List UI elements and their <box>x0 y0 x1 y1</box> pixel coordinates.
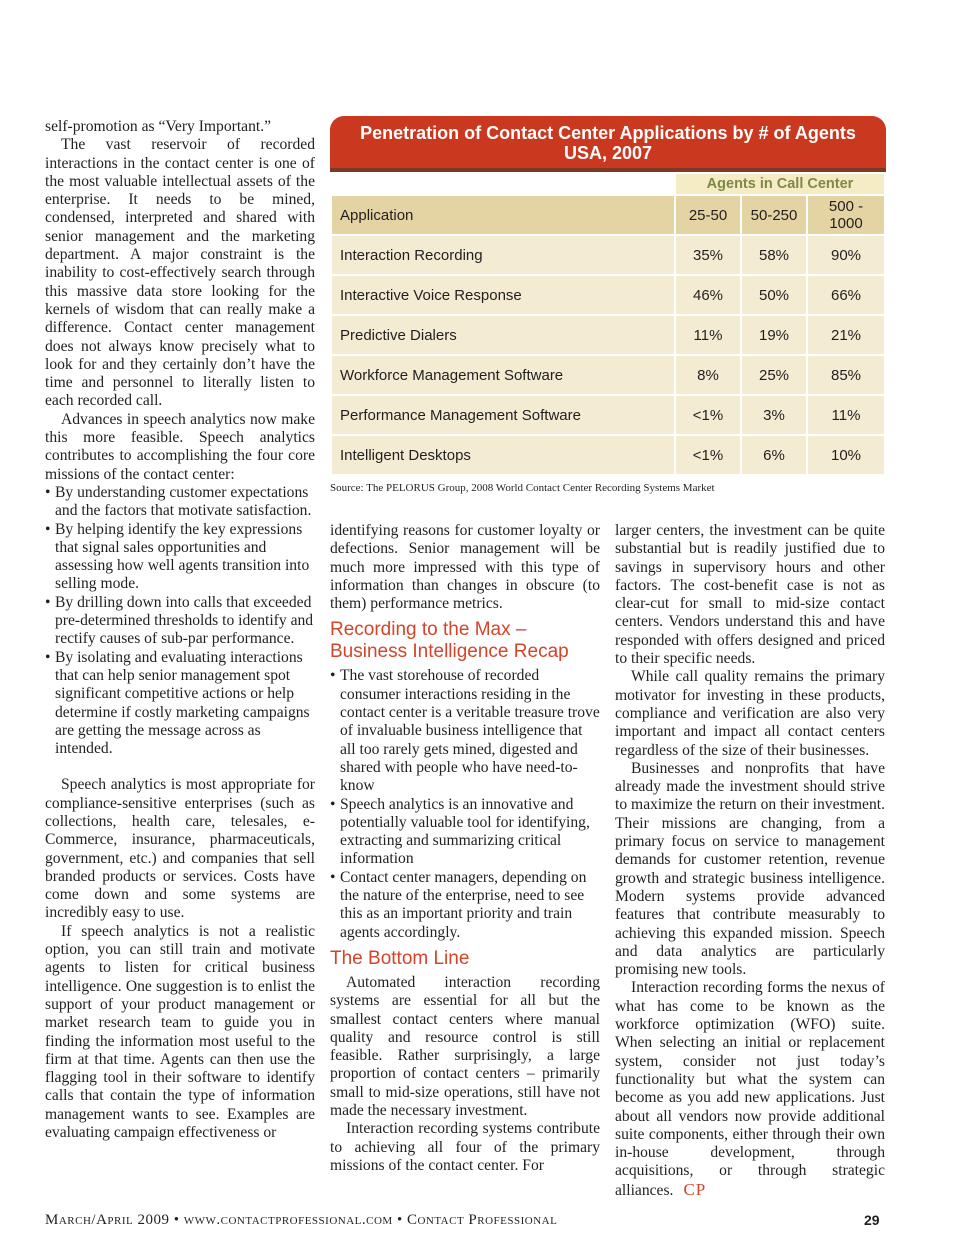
table-title: Penetration of Contact Center Applications by # of Agents USA, 2007 <box>330 116 886 168</box>
list-item: • By understanding customer expectations and the factors that motivate satisfaction. <box>45 484 315 521</box>
table-source: Source: The PELORUS Group, 2008 World Contact Center Recording Systems Market <box>330 482 715 494</box>
end-mark: CP <box>683 1179 707 1199</box>
paragraph: Interaction recording systems contribute to achieving all four of the primary missions of the contact center. For <box>330 1120 600 1174</box>
table-header-row <box>331 195 885 235</box>
paragraph: Speech analytics is most appropriate for compliance-sensitive enterprises (such as collections, health care, telesales, e-Commerce, insurance, pharmaceuticals, government, etc.) and companies that sell branded products or services. Costs have come down and some systems are incredibly easy to use. <box>45 776 315 922</box>
paragraph: While call quality remains the primary motivator for investing in these products, compliance and verification are also very important and impact all contact centers regardless of the size of their businesses. <box>615 668 885 759</box>
column-header: Application <box>331 195 675 235</box>
paragraph: Businesses and nonprofits that have already made the investment should strive to maximize the return on their investment. Their missions are changing, from a primary focus on service to management demands for customer retention, revenue growth and strategic business intelligence. Modern systems provide advanced features that contribute measurably to achieving this expanded mission. Speech and data analytics are particularly promising new tools. <box>615 759 885 979</box>
paragraph: identifying reasons for customer loyalty or defections. Senior management will be much more impressed with this type of information than changes in obscure (to them) performance metrics. <box>330 522 600 613</box>
article-column-1 <box>45 118 315 1142</box>
bullet-list <box>330 667 600 941</box>
table-row: Interaction Recording 35% 58% 90% <box>331 235 885 275</box>
paragraph: self-promotion as “Very Important.” <box>45 118 272 135</box>
list-item: • The vast storehouse of recorded consumer interactions residing in the contact center is a veritable treasure trove of invaluable business intelligence that all too rarely gets mined, digested and shared with people who have need-to-know <box>330 667 600 795</box>
table-row: Performance Management Software <1% 3% 11% <box>331 395 885 435</box>
paragraph: larger centers, the investment can be quite substantial but is readily justified due to savings in supervisory hours and other factors. The cost-benefit case is not as clear-cut for small to mid-size contact centers. Vendors understand this and have responded with offers designed and priced to their specific needs. <box>615 522 885 668</box>
list-item: • By drilling down into calls that exceeded pre-determined thresholds to identify and rectify causes of sub-par performance. <box>45 594 315 649</box>
page-footer: March/April 2009 • www.contactprofessional.com • Contact Professional <box>45 1212 558 1228</box>
table-row: Interactive Voice Response 46% 50% 66% <box>331 275 885 315</box>
super-header: Agents in Call Center <box>675 173 885 195</box>
list-item: • Contact center managers, depending on the nature of the enterprise, need to see this as an important priority and train agents accordingly. <box>330 869 600 942</box>
table-row: Intelligent Desktops <1% 6% 10% <box>331 435 885 475</box>
paragraph: Automated interaction recording systems are essential for all but the smallest contact centers where manual quality and resource control is still feasible. Rather surprisingly, a large proportion of contact centers – primarily small to mid-size operations, still have not made the necessary investment. <box>330 973 600 1120</box>
paragraph: Interaction recording forms the nexus of what has come to be known as the workforce optimization (WFO) suite. When selecting an initial or replacement system, consider not just today’s functionality but what the system can become as you add new applications. Just about all vendors now provide additional suite components, either through their own in-house development, through acquisitions, or through strategic alliances. CP <box>615 979 885 1199</box>
article-column-3 <box>615 522 885 1200</box>
page-number: 29 <box>864 1212 880 1228</box>
list-item: • Speech analytics is an innovative and potentially valuable tool for identifying, extracting and summarizing critical information <box>330 796 600 869</box>
table-row: Workforce Management Software 8% 25% 85% <box>331 355 885 395</box>
article-column-2 <box>330 522 600 1175</box>
table-row: Predictive Dialers 11% 19% 21% <box>331 315 885 355</box>
column-header: 500 - 1000 <box>807 195 885 235</box>
column-header: 25-50 <box>675 195 741 235</box>
penetration-table <box>330 116 886 494</box>
paragraph: Advances in speech analytics now make this more feasible. Speech analytics contributes to accomplishing the four core missions of the contact center: <box>45 410 315 483</box>
paragraph: If speech analytics is not a realistic option, you can still train and motivate agents to listen for critical business intelligence. One suggestion is to enlist the support of your product management or market research team to guide you in finding the information most useful to the firm at that time. Agents can then use the flagging tool in their software to identify calls that contain the type of information management wants to see. Examples are evaluating campaign effectiveness or <box>45 922 315 1142</box>
column-header: 50-250 <box>741 195 807 235</box>
bullet-list <box>45 484 315 758</box>
list-item: • By isolating and evaluating interactions that can help senior management spot significant competitive actions or help determine if costly marketing campaigns are getting the message across as intended. <box>45 649 315 759</box>
section-heading: The Bottom Line <box>330 947 470 969</box>
section-heading: Recording to the Max – Business Intelligence Recap <box>330 619 569 663</box>
list-item: • By helping identify the key expressions that signal sales opportunities and assessing how well agents transition into selling mode. <box>45 521 315 594</box>
paragraph: The vast reservoir of recorded interactions in the contact center is one of the most valuable intellectual assets of the enterprise. It needs to be mined, condensed, interpreted and shared with senior management and the marketing department. A major constraint is the inability to cost-effectively search through this massive data store looking for the kernels of wisdom that can really make a difference. Contact center management does not always know precisely what to look for and they certainly don’t have the time and personnel to literally listen to each recorded call. <box>45 136 315 410</box>
